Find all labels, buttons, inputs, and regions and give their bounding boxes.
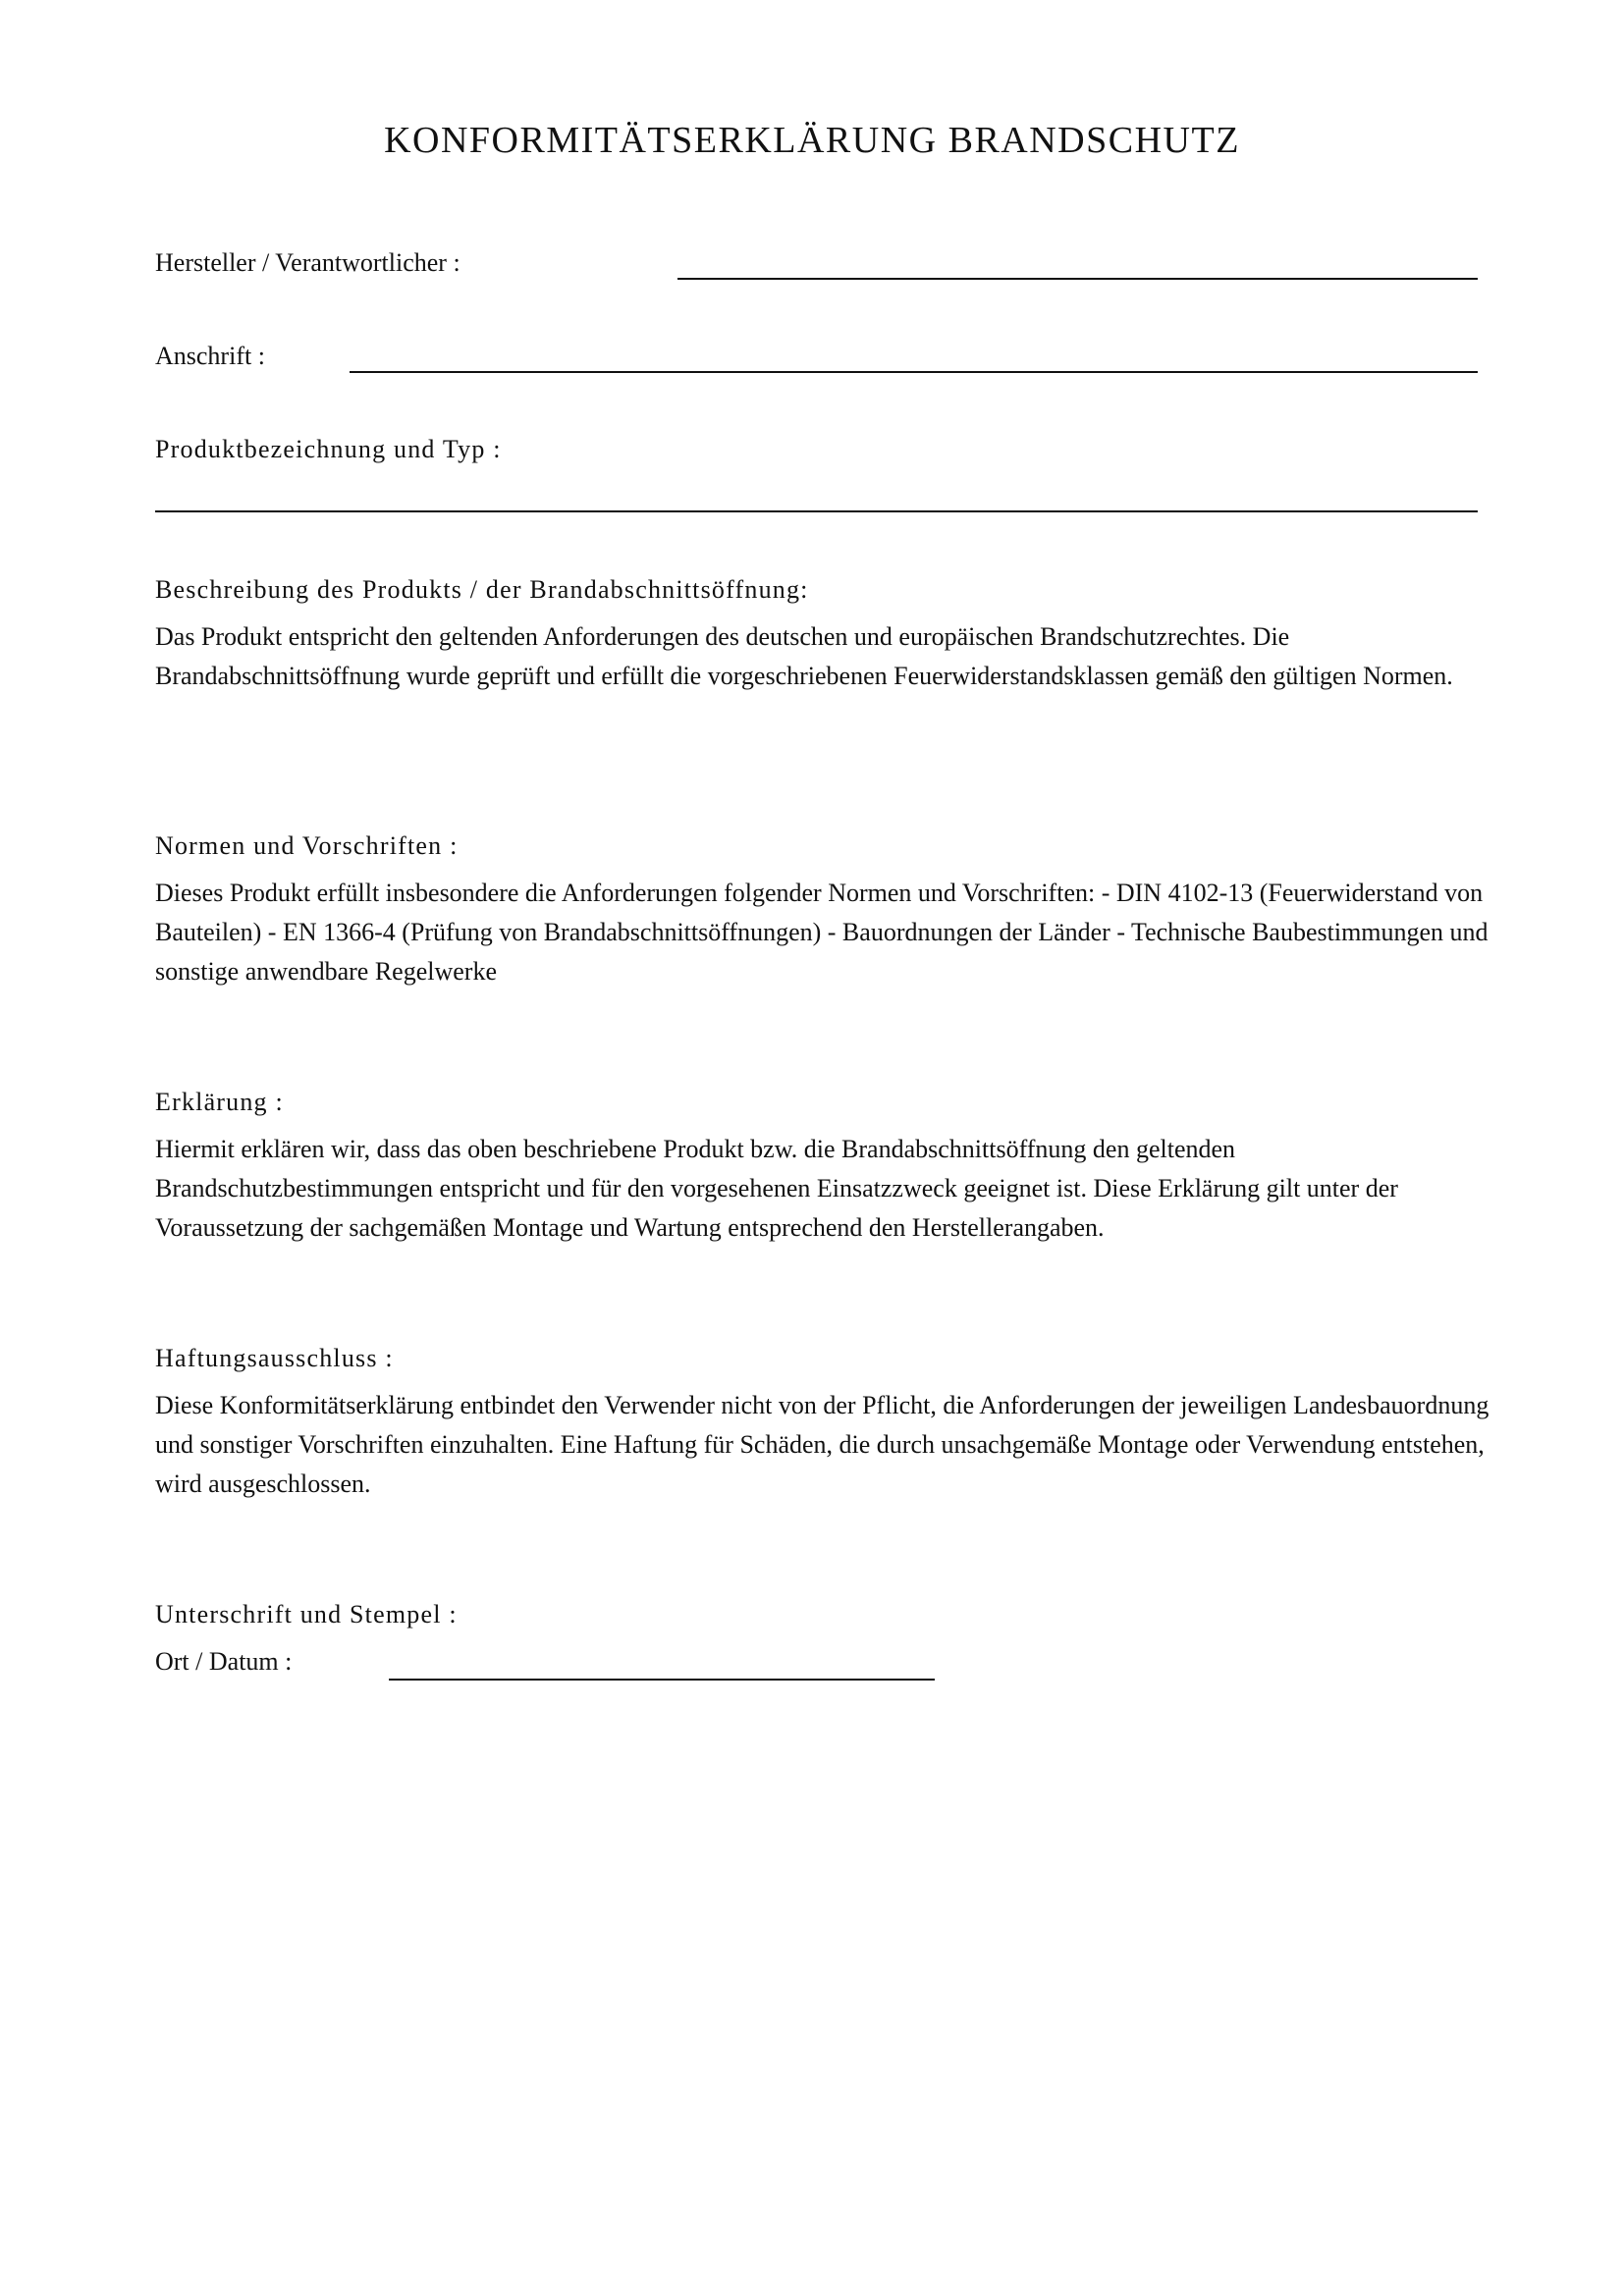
address-label: Anschrift :	[155, 342, 265, 370]
liability-heading: Haftungsausschluss :	[155, 1344, 394, 1372]
manufacturer-label: Hersteller / Verantwortlicher :	[155, 248, 460, 277]
place-date-label: Ort / Datum :	[155, 1647, 293, 1676]
manufacturer-field-line[interactable]	[677, 278, 1478, 280]
declaration-text: Hiermit erklären wir, dass das oben beschriebene Produkt bzw. die Brandabschnittsöffnung den geltenden Brandschutzbestimmungen entspricht und für den vorgesehenen Einsatzzweck geeignet ist. Diese Erklärung gilt unter der Voraussetzung der sachgemäßen Montage und Wartung entsprechend den Herstellerangaben.	[155, 1135, 1398, 1242]
product-field-line[interactable]	[155, 510, 1478, 512]
address-field-line[interactable]	[350, 371, 1478, 373]
description-text: Das Produkt entspricht den geltenden Anforderungen des deutschen und europäischen Brandschutzrechtes. Die Brandabschnittsöffnung wurde geprüft und erfüllt die vorgeschriebenen Feuerwiderstandsklassen gemäß den gültigen Normen.	[155, 622, 1453, 690]
standards-text: Dieses Produkt erfüllt insbesondere die Anforderungen folgender Normen und Vorschriften: - DIN 4102-13 (Feuerwiderstand von Bauteilen) - EN 1366-4 (Prüfung von Brandabschnittsöffnungen) - Bauordnungen der Länder - Technische Baubestimmungen und sonstige anwendbare Regelwerke	[155, 879, 1489, 986]
declaration-heading: Erklärung :	[155, 1088, 284, 1116]
signature-heading: Unterschrift und Stempel :	[155, 1600, 458, 1629]
liability-text: Diese Konformitätserklärung entbindet den Verwender nicht von der Pflicht, die Anforderungen der jeweiligen Landesbauordnung und sonstiger Vorschriften einzuhalten. Eine Haftung für Schäden, die durch unsachgemäße Montage oder Verwendung entstehen, wird ausgeschlossen.	[155, 1391, 1489, 1498]
description-heading: Beschreibung des Produkts / der Brandabschnittsöffnung:	[155, 575, 809, 604]
place-date-field-line[interactable]	[389, 1679, 935, 1681]
standards-heading: Normen und Vorschriften :	[155, 831, 459, 860]
document-title: KONFORMITÄTSERKLÄRUNG BRANDSCHUTZ	[384, 120, 1240, 161]
product-label: Produktbezeichnung und Typ :	[155, 435, 502, 463]
